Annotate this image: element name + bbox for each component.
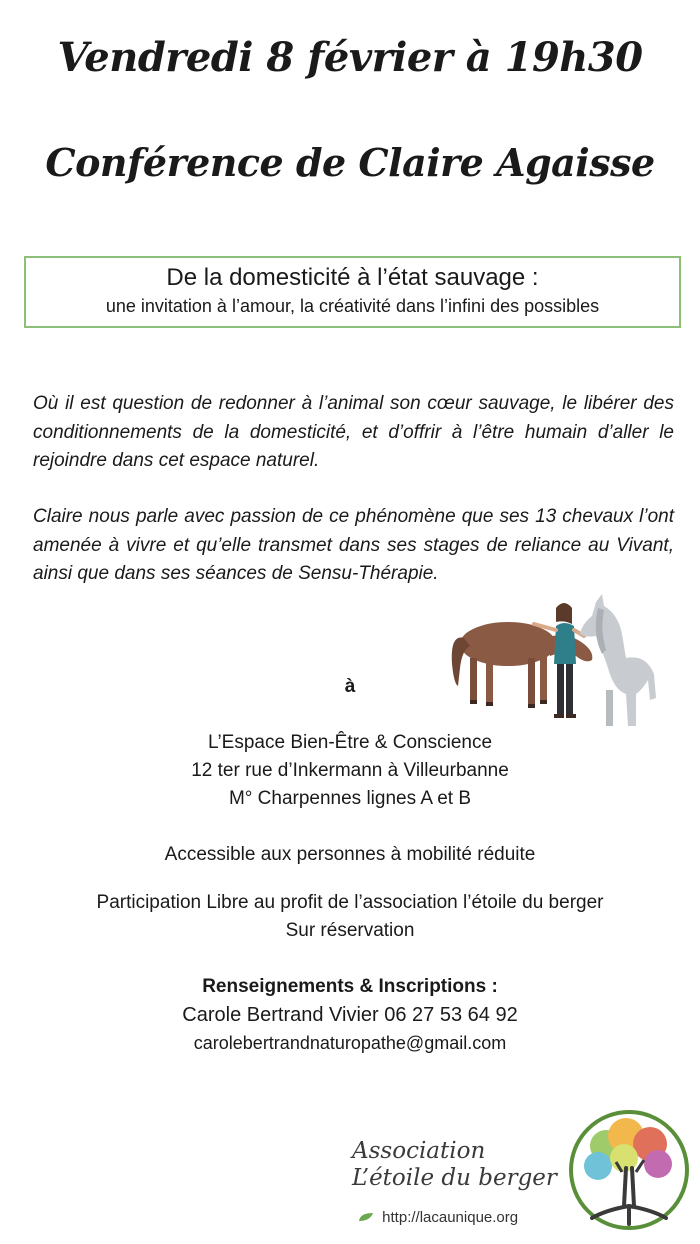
association-url [358, 1209, 518, 1226]
horses-illustration [446, 594, 658, 732]
topic-box [24, 256, 681, 328]
venue-at: à [344, 676, 356, 697]
topic-main: De la domesticité à l’état sauvage : [166, 264, 539, 291]
description-paragraph-2: Claire nous parle avec passion de ce phénomène que ses 13 chevaux l’ont amenée à vivre et qu’elle transmet dans ses stages de reliance au Vivant, ainsi que dans ses séances de Sensu-Thérapie. [33, 506, 674, 584]
url-text: http://lacaunique.org [382, 1209, 519, 1226]
logo-line-1: Association [352, 1138, 486, 1164]
accessibility-note: Accessible aux personnes à mobilité réduite [164, 844, 536, 865]
contact-heading: Renseignements & Inscriptions : [202, 976, 498, 997]
venue-metro: M° Charpennes lignes A et B [228, 788, 472, 809]
logo-line-2: L’étoile du berger [352, 1165, 557, 1191]
venue-address: 12 ter rue d’Inkermann à Villeurbanne [191, 760, 509, 781]
contact-email: carolebertrandnaturopathe@gmail.com [193, 1033, 507, 1053]
venue-name: L’Espace Bien-Être & Conscience [207, 732, 493, 753]
tree-of-life-logo [566, 1106, 692, 1236]
reservation-note: Sur réservation [285, 920, 415, 941]
contact-name-phone: Carole Bertrand Vivier 06 27 53 64 92 [182, 1004, 518, 1026]
topic-subtitle: une invitation à l’amour, la créativité dans l’infini des possibles [105, 296, 600, 316]
participation-note: Participation Libre au profit de l’association l’étoile du berger [96, 892, 604, 913]
event-date-title: Vendredi 8 février à 19h30 [57, 34, 643, 81]
conference-title: Conférence de Claire Agaisse [45, 140, 655, 185]
description-paragraph-1: Où il est question de redonner à l’animal son cœur sauvage, le libérer des conditionnements de la domesticité, et d’offrir à l’être humain d’aller le rejoindre dans cet espace naturel. [33, 393, 674, 471]
association-logo-text [352, 1138, 557, 1192]
leaf-icon [358, 1212, 374, 1222]
